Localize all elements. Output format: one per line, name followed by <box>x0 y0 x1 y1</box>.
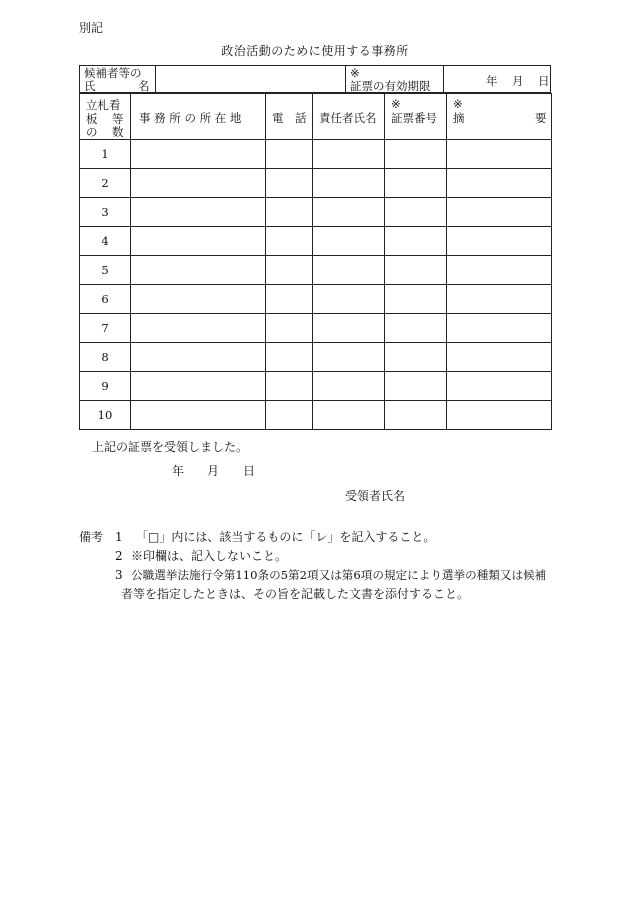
candidate-label-shi: 氏 <box>84 79 96 93</box>
address-cell[interactable] <box>131 285 266 314</box>
manager-cell[interactable] <box>313 372 385 401</box>
manager-cell[interactable] <box>313 285 385 314</box>
remarks-cell[interactable] <box>447 198 552 227</box>
note-2-number: 2 <box>115 549 123 563</box>
phone-cell[interactable] <box>266 372 313 401</box>
remarks-cell[interactable] <box>447 343 552 372</box>
cert-cell[interactable] <box>385 256 447 285</box>
note-1-text: 「□」内には、該当するものに「レ」を記入すること。 <box>136 530 436 544</box>
table-row <box>80 285 552 314</box>
expiry-day: 日 <box>538 74 550 88</box>
header-manager-cell <box>313 94 385 140</box>
address-cell[interactable] <box>131 372 266 401</box>
address-cell[interactable] <box>131 401 266 430</box>
cert-cell[interactable] <box>385 169 447 198</box>
cert-cell[interactable] <box>385 285 447 314</box>
row-number: 4 <box>80 227 131 256</box>
cert-cell[interactable] <box>385 140 447 169</box>
note-1-number: 1 <box>115 530 123 544</box>
header-remarks-mark: ※ <box>453 97 463 111</box>
address-cell[interactable] <box>131 314 266 343</box>
address-cell[interactable] <box>131 343 266 372</box>
address-cell[interactable] <box>131 256 266 285</box>
manager-cell[interactable] <box>313 314 385 343</box>
receipt-statement: 上記の証票を受領しました。 <box>92 440 249 454</box>
receipt-day: 日 <box>243 464 256 478</box>
address-cell[interactable] <box>131 169 266 198</box>
remarks-cell[interactable] <box>447 314 552 343</box>
candidate-name-label-cell <box>80 66 156 92</box>
row-number: 8 <box>80 343 131 372</box>
expiry-date-cell[interactable] <box>444 66 552 92</box>
header-remarks-b: 要 <box>535 111 547 125</box>
remarks-cell[interactable] <box>447 285 552 314</box>
table-row <box>80 198 552 227</box>
header-count-line3b: 数 <box>112 125 124 139</box>
header-address-cell <box>131 94 266 140</box>
candidate-label-line1: 候補者等の <box>84 66 142 80</box>
manager-cell[interactable] <box>313 343 385 372</box>
table-row <box>80 256 552 285</box>
candidate-header-box <box>79 65 551 93</box>
header-cert-mark: ※ <box>391 97 401 111</box>
manager-cell[interactable] <box>313 140 385 169</box>
office-table <box>79 93 552 430</box>
cert-cell[interactable] <box>385 401 447 430</box>
receipt-year: 年 <box>172 464 185 478</box>
row-number: 1 <box>80 140 131 169</box>
appendix-label: 別記 <box>79 21 104 35</box>
header-count-line1: 立札看 <box>86 98 121 112</box>
note-3-text-line2: 者等を指定したときは、その旨を記載した文書を添付すること。 <box>121 587 470 601</box>
header-count-line2b: 等 <box>112 112 124 126</box>
header-cert: 証票番号 <box>391 111 437 125</box>
table-row <box>80 169 552 198</box>
address-cell[interactable] <box>131 140 266 169</box>
candidate-name-value-cell[interactable] <box>156 66 346 92</box>
remarks-cell[interactable] <box>447 372 552 401</box>
remarks-cell[interactable] <box>447 140 552 169</box>
phone-cell[interactable] <box>266 285 313 314</box>
header-count-cell <box>80 94 131 140</box>
expiry-year: 年 <box>486 74 498 88</box>
manager-cell[interactable] <box>313 227 385 256</box>
table-row <box>80 372 552 401</box>
manager-cell[interactable] <box>313 401 385 430</box>
expiry-month: 月 <box>512 74 524 88</box>
header-count-line3a: の <box>86 125 98 139</box>
header-count-line2a: 板 <box>86 112 98 126</box>
phone-cell[interactable] <box>266 314 313 343</box>
header-remarks-cell <box>447 94 552 140</box>
header-phone-cell <box>266 94 313 140</box>
phone-cell[interactable] <box>266 198 313 227</box>
manager-cell[interactable] <box>313 256 385 285</box>
cert-cell[interactable] <box>385 198 447 227</box>
note-2-text: ※印欄は、記入しないこと。 <box>131 549 288 563</box>
table-row <box>80 343 552 372</box>
expiry-label-cell <box>346 66 444 92</box>
phone-cell[interactable] <box>266 140 313 169</box>
remarks-cell[interactable] <box>447 256 552 285</box>
row-number: 2 <box>80 169 131 198</box>
manager-cell[interactable] <box>313 198 385 227</box>
note-3-text-line1: 公職選挙法施行令第110条の5第2項又は第6項の規定により選挙の種類又は候補 <box>131 568 547 582</box>
note-3-number: 3 <box>115 568 123 582</box>
table-row <box>80 401 552 430</box>
table-row <box>80 314 552 343</box>
table-header-row <box>80 94 552 140</box>
row-number: 6 <box>80 285 131 314</box>
row-number: 7 <box>80 314 131 343</box>
receipt-month: 月 <box>207 464 220 478</box>
header-manager: 責任者氏名 <box>319 111 377 125</box>
header-phone: 電 話 <box>272 111 307 125</box>
remarks-cell[interactable] <box>447 227 552 256</box>
header-address: 事 務 所 の 所 在 地 <box>139 111 242 125</box>
manager-cell[interactable] <box>313 169 385 198</box>
candidate-label-mei: 名 <box>138 79 150 93</box>
phone-cell[interactable] <box>266 401 313 430</box>
row-number: 3 <box>80 198 131 227</box>
row-number: 5 <box>80 256 131 285</box>
table-row <box>80 140 552 169</box>
expiry-label: 証票の有効期限 <box>350 79 431 93</box>
receiver-name-label: 受領者氏名 <box>345 489 406 503</box>
cert-cell[interactable] <box>385 343 447 372</box>
row-number: 9 <box>80 372 131 401</box>
expiry-mark: ※ <box>350 66 360 80</box>
phone-cell[interactable] <box>266 343 313 372</box>
row-number: 10 <box>80 401 131 430</box>
remarks-cell[interactable] <box>447 169 552 198</box>
header-remarks-a: 摘 <box>453 111 465 125</box>
phone-cell[interactable] <box>266 169 313 198</box>
header-cert-cell <box>385 94 447 140</box>
remarks-cell[interactable] <box>447 401 552 430</box>
address-cell[interactable] <box>131 198 266 227</box>
phone-cell[interactable] <box>266 227 313 256</box>
cert-cell[interactable] <box>385 227 447 256</box>
form-title: 政治活動のために使用する事務所 <box>221 44 409 58</box>
cert-cell[interactable] <box>385 314 447 343</box>
address-cell[interactable] <box>131 227 266 256</box>
cert-cell[interactable] <box>385 372 447 401</box>
table-row <box>80 227 552 256</box>
phone-cell[interactable] <box>266 256 313 285</box>
notes-label: 備考 <box>79 530 104 544</box>
